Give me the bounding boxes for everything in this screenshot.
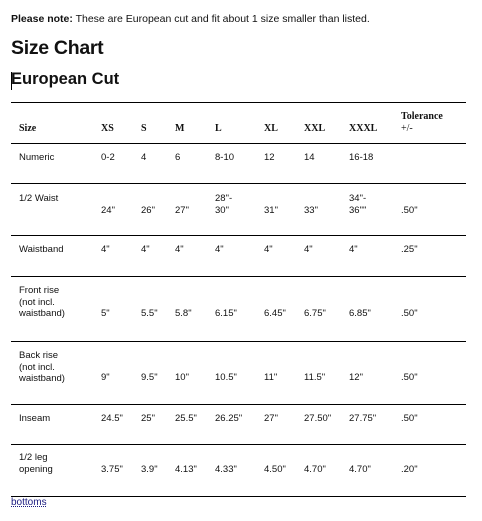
table-cell: 6.15" [215, 308, 237, 319]
note-line [11, 13, 370, 25]
table-cell: 16-18 [349, 152, 374, 163]
table-cell: 27" [264, 413, 278, 424]
table-cell: 4.70" [349, 464, 371, 475]
header-size-xs: XS [101, 123, 114, 134]
table-cell: .50" [401, 205, 418, 216]
table-cell: 4" [349, 244, 358, 255]
row-label: Front rise (not incl. waistband) [19, 285, 65, 319]
table-rule [11, 235, 466, 236]
table-cell: 10" [175, 372, 189, 383]
table-cell: 11.5" [304, 372, 326, 383]
table-cell: 26" [141, 205, 155, 216]
table-rule [11, 276, 466, 277]
table-cell: 3.9" [141, 464, 158, 475]
table-cell: 31" [264, 205, 278, 216]
header-size-xl: XL [264, 123, 278, 134]
header-size-l: L [215, 123, 222, 134]
header-size-m: M [175, 123, 185, 134]
table-cell: 4.70" [304, 464, 326, 475]
table-cell: 11" [264, 372, 278, 383]
table-cell: 4.13" [175, 464, 197, 475]
table-cell: 6.45" [264, 308, 286, 319]
table-rule [11, 102, 466, 103]
table-cell: 4" [175, 244, 184, 255]
page-title: Size Chart [11, 37, 104, 59]
table-cell: 5" [101, 308, 110, 319]
row-label: Numeric [19, 152, 55, 163]
table-cell: 33" [304, 205, 318, 216]
header-tolerance-pm: +/- [401, 122, 413, 134]
table-cell: 4.33" [215, 464, 237, 475]
section-heading: European Cut [11, 70, 120, 88]
table-cell: 10.5" [215, 372, 237, 383]
table-cell: 24" [101, 205, 115, 216]
table-cell: 26.25" [215, 413, 243, 424]
table-cell: 5.8" [175, 308, 192, 319]
header-size-xxxl: XXXL [349, 123, 378, 134]
header-tolerance [401, 111, 443, 134]
table-cell: 27" [175, 205, 189, 216]
table-cell: 27.75" [349, 413, 377, 424]
row-label: Inseam [19, 413, 51, 424]
table-rule [11, 404, 466, 405]
table-cell: 4" [264, 244, 273, 255]
table-cell: 24.5" [101, 413, 123, 424]
table-cell: .25" [401, 244, 418, 255]
table-cell: 0-2 [101, 152, 115, 163]
table-cell: 6.85" [349, 308, 371, 319]
table-cell: .20" [401, 464, 418, 475]
table-cell: 14 [304, 152, 315, 163]
header-size: Size [19, 123, 37, 134]
table-cell: 25" [141, 413, 155, 424]
table-cell: .50" [401, 308, 418, 319]
row-label: Waistband [19, 244, 64, 255]
row-label: Back rise (not incl. waistband) [19, 350, 65, 384]
table-cell: 9.5" [141, 372, 158, 383]
table-cell: 28"- 30" [215, 193, 233, 216]
table-cell: 8-10 [215, 152, 235, 163]
row-label: 1/2 Waist [19, 193, 59, 204]
table-cell: 12 [264, 152, 275, 163]
table-cell: 4" [304, 244, 313, 255]
table-rule [11, 143, 466, 144]
table-cell: .50" [401, 413, 418, 424]
header-tolerance-word: Tolerance [401, 111, 443, 122]
header-size-xxl: XXL [304, 123, 326, 134]
table-cell: 25.5" [175, 413, 197, 424]
bottoms-link[interactable]: bottoms [11, 497, 47, 508]
table-rule [11, 496, 466, 497]
table-cell: 6 [175, 152, 181, 163]
row-label: 1/2 leg opening [19, 452, 53, 475]
table-cell: 4" [101, 244, 110, 255]
table-cell: 12" [349, 372, 363, 383]
table-cell: 4.50" [264, 464, 286, 475]
table-rule [11, 183, 466, 184]
note-text: These are European cut and fit about 1 size smaller than listed. [72, 13, 370, 25]
table-cell: 27.50" [304, 413, 332, 424]
table-cell: 6.75" [304, 308, 326, 319]
note-label: Please note: [11, 13, 73, 25]
table-rule [11, 444, 466, 445]
table-cell: 4" [141, 244, 150, 255]
table-cell: 4 [141, 152, 147, 163]
table-cell: 34"- 36"" [349, 193, 367, 216]
table-cell: 4" [215, 244, 224, 255]
table-cell: 3.75" [101, 464, 123, 475]
table-cell: .50" [401, 372, 418, 383]
header-size-s: S [141, 123, 147, 134]
table-rule [11, 341, 466, 342]
table-cell: 5.5" [141, 308, 158, 319]
table-cell: 9" [101, 372, 110, 383]
